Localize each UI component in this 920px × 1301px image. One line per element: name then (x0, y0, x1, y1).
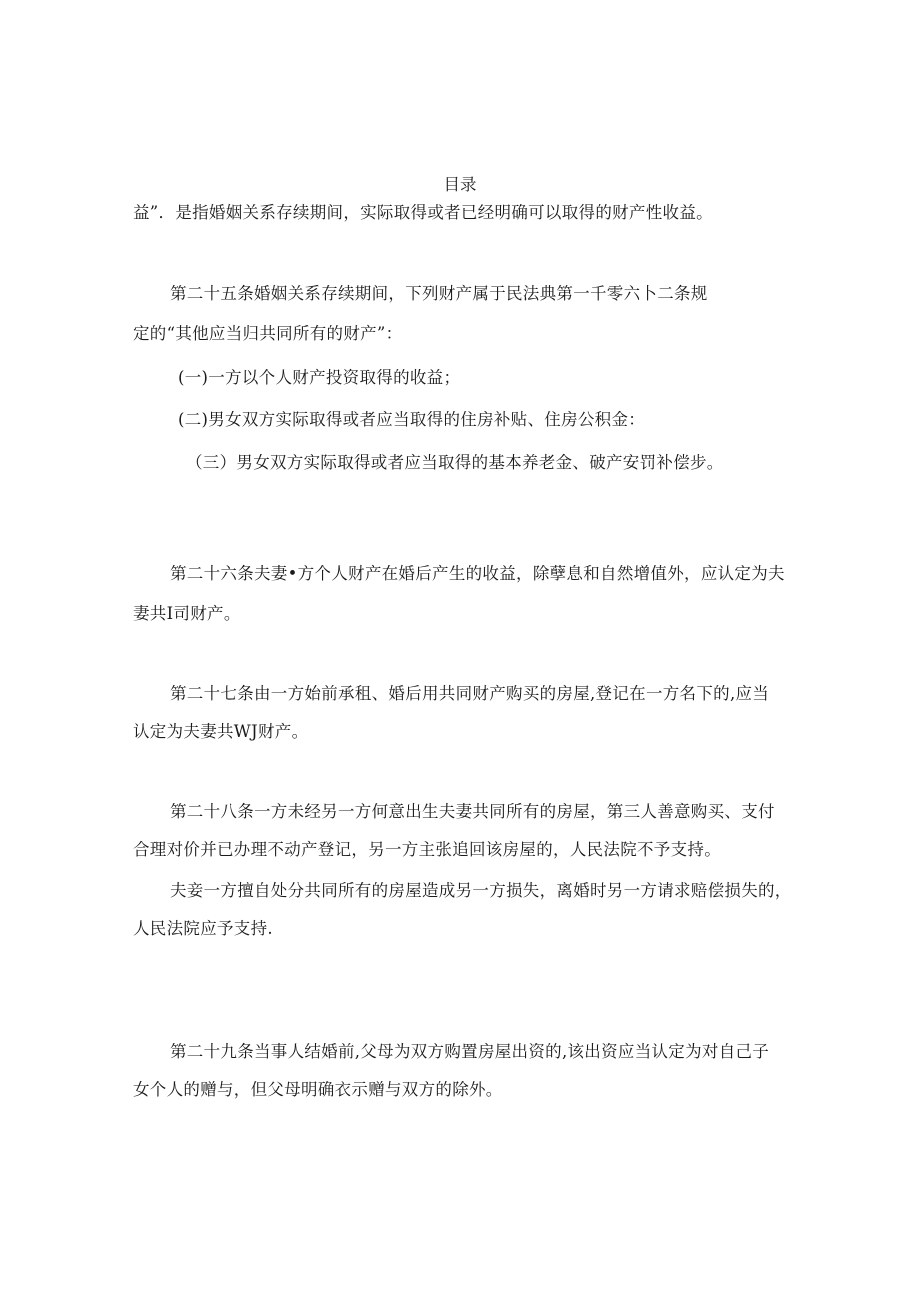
text-line: 认定为夫妻共WJ财产。 (133, 722, 309, 741)
text-line: 第二十八条一方未经另一方何意出生夫妻共同所有的房屋，第三人善意购买、支付 (170, 802, 775, 821)
document-title: 目录 (443, 175, 477, 194)
list-item: (一)一方以个人财产投资取得的收益； (178, 368, 461, 387)
text-line: 女个人的赠与，但父母明确衣示赠与双方的除外。 (133, 1080, 503, 1099)
list-item: （三）男女双方实际取得或者应当取得的基本养老金、破产安罚补偿步。 (186, 453, 724, 472)
list-item: (二)男女双方实际取得或者应当取得的住房补贴、住房公积金： (178, 410, 646, 429)
text-line: 妻共I司财产。 (133, 604, 241, 623)
text-line: 益”．是指婚姻关系存续期间，实际取得或者已经明确可以取得的财产性收益。 (133, 203, 713, 222)
text-line: 人民法院应予支持. (133, 919, 273, 938)
text-line: 夫妾一方擅自处分共同所有的房屋造成另一方损失，离婚时另一方请求赔偿损失的， (170, 881, 792, 900)
text-line: 合理对价并已办理不动产登记，另一方主张追回该房屋的，人民法院不予支持。 (133, 840, 721, 859)
text-line: 定的“其他应当归共同所有的财产”： (133, 324, 403, 343)
text-line: 第二十七条由一方始前承租、婚后用共同财产购买的房屋,登记在一方名下的,应当 (170, 684, 770, 703)
text-line: 第二十五条婚姻关系存续期间，下列财产属于民法典第一千零六卜二条规 (170, 284, 708, 303)
text-line: 第二十九条当事人结婚前,父母为双方购置房屋出资的,该出资应当认定为对自己子 (170, 1042, 770, 1061)
text-line: 第二十六条夫妻•方个人财产在婚后产生的收益，除孽息和自然增值外，应认定为夫 (170, 564, 785, 583)
